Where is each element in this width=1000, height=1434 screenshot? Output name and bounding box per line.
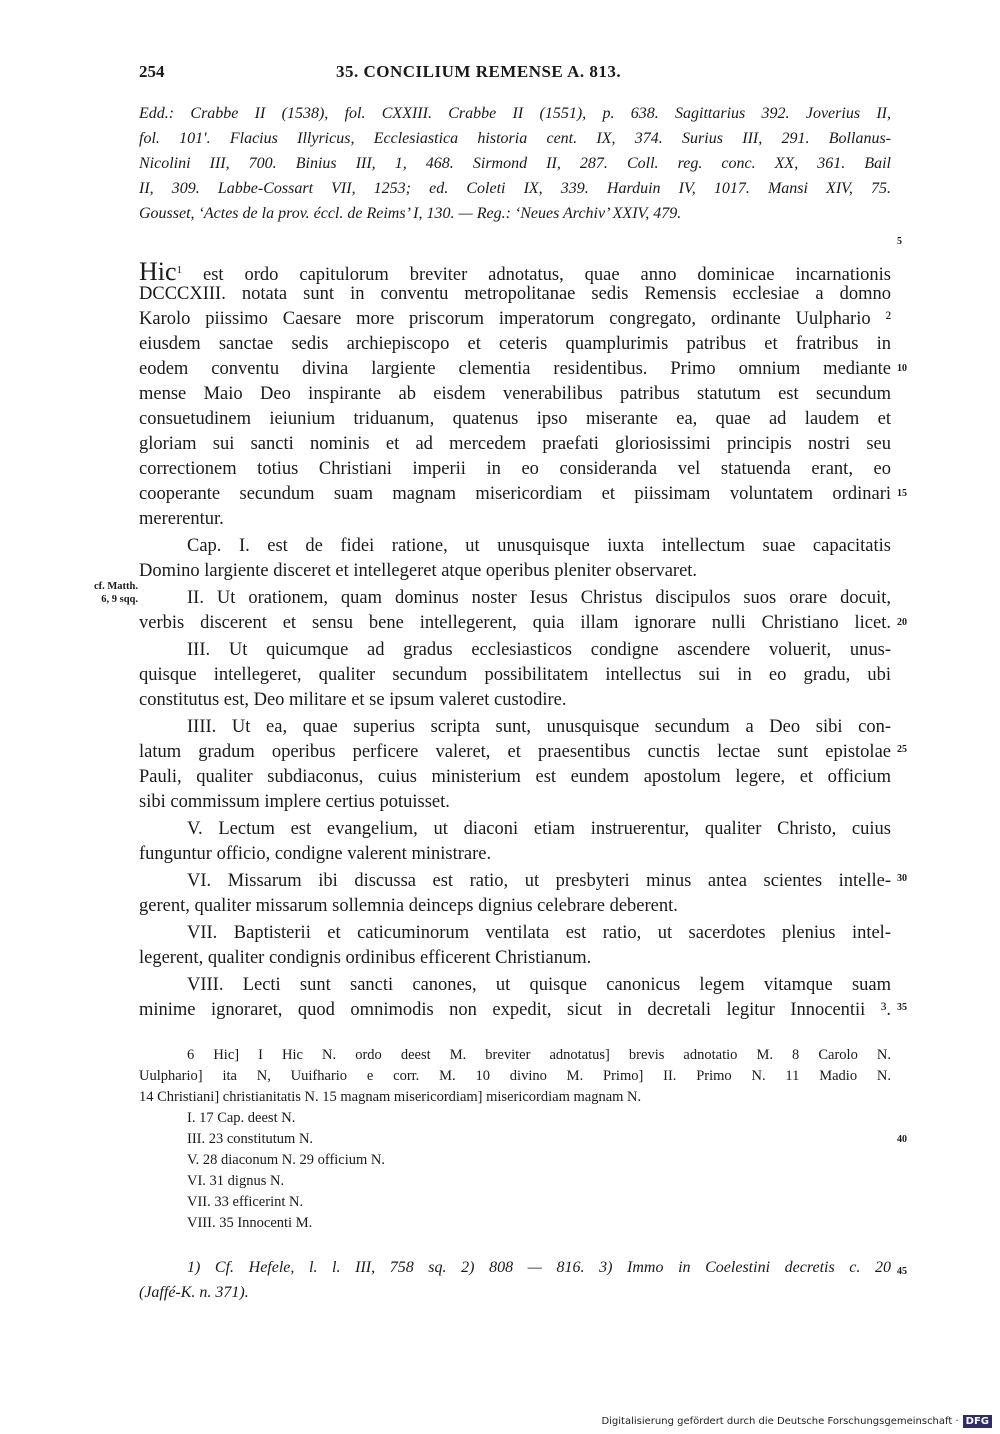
apparatus-line: VI. 31 dignus N. — [187, 1173, 285, 1189]
body-line: latum gradum operibus perficere valeret, et praesentibus cunctis lectae sunt epistolae — [139, 742, 891, 762]
apparatus-line: VIII. 35 Innocenti M. — [187, 1215, 313, 1231]
chapter-3: III. Ut quicumque ad gradus ecclesiasticos condigne ascendere voluerit, unus- — [187, 640, 891, 660]
line-number: 20 — [897, 617, 907, 628]
footnote-ref: 1 — [176, 264, 183, 276]
body-line: legerent, qualiter condignis ordinibus efficerent Christianum. — [139, 948, 592, 968]
line-number: 40 — [897, 1134, 907, 1145]
apparatus-line: 14 Christiani] christianitatis N. 15 magnam misericordiam] misericordiam magnam N. — [139, 1089, 642, 1105]
chapter-6: VI. Missarum ibi discussa est ratio, ut presbyteri minus antea scientes intelle- — [187, 871, 891, 891]
apparatus-line: V. 28 diaconum N. 29 officium N. — [187, 1152, 386, 1168]
body-line: Domino largiente disceret et intellegeret atque operibus pleniter observaret. — [139, 561, 698, 581]
editions-line: Gousset, ‘Actes de la prov. éccl. de Reims’ I, 130. — Reg.: ‘Neues Archiv’ XXIV, 479. — [139, 205, 682, 222]
editions-line: fol. 101'. Flacius Illyricus, Ecclesiastica historia cent. IX, 374. Surius III, 291. Bollanus- — [139, 130, 891, 147]
body-line: consuetudinem ieiunium triduanum, quatenus ipso miserante ea, quae ad laudem et — [139, 409, 891, 429]
body-line: gloriam sui sancti nominis et ad mercedem praefati gloriosissimi principis nostri seu — [139, 434, 891, 454]
body-line-text: est ordo capitulorum breviter adnotatus, quae anno dominicae incarnationis — [203, 265, 891, 286]
line-number: 5 — [897, 236, 902, 247]
line-number: 45 — [897, 1266, 907, 1277]
chapter-5: V. Lectum est evangelium, ut diaconi etiam instruerentur, qualiter Christo, cuius — [187, 819, 891, 839]
body-line: eodem conventu divina largiente clementia residentibus. Primo omnium mediante — [139, 359, 891, 379]
body-line: sibi commissum implere certius potuisset. — [139, 792, 450, 812]
margin-note — [60, 580, 138, 606]
body-line: funguntur officio, condigne valerent ministrare. — [139, 844, 492, 864]
page-number: 254 — [139, 62, 165, 81]
body-line: Karolo piissimo Caesare more priscorum imperatorum congregato, ordinante Uulphario ² — [139, 309, 891, 329]
chapter-1: Cap. I. est de fidei ratione, ut unusquisque iuxta intellectum suae capacitatis — [187, 536, 891, 556]
margin-note-line: 6, 9 sqq. — [101, 594, 138, 605]
body-line: Pauli, qualiter subdiaconus, cuius ministerium est eundem apostolum legere, et officium — [139, 767, 891, 787]
footnote-line: 1) Cf. Hefele, l. l. III, 758 sq. 2) 808 — 816. 3) Immo in Coelestini decretis c. 20 — [187, 1259, 891, 1276]
body-line: cooperante secundum suam magnam misericordiam et piissimam voluntatem ordinari — [139, 484, 891, 504]
line-number: 30 — [897, 873, 907, 884]
editions-line: II, 309. Labbe-Cossart VII, 1253; ed. Coleti IX, 339. Harduin IV, 1017. Mansi XIV, 75. — [139, 180, 891, 197]
body-line: quisque intellegeret, qualiter secundum possibilitatem intellectus sui in eo gradu, ubi — [139, 665, 891, 685]
running-title: 35. CONCILIUM REMENSE A. 813. — [336, 62, 622, 81]
body-line: gerent, qualiter missarum sollemnia deinceps dignius celebrare deberent. — [139, 896, 678, 916]
apparatus-line: I. 17 Cap. deest N. — [187, 1110, 296, 1126]
chapter-8: VIII. Lecti sunt sancti canones, ut quisque canonicus legem vitamque suam — [187, 975, 891, 995]
body-line: correctionem totius Christiani imperii in eo consideranda vel statuenda erant, eo — [139, 459, 891, 479]
apparatus-line: III. 23 constitutum N. — [187, 1131, 314, 1147]
line-number: 10 — [897, 363, 907, 374]
line-number: 15 — [897, 488, 907, 499]
body-line: mense Maio Deo inspirante ab eisdem venerabilibus patribus statutum est secundum — [139, 384, 891, 404]
body-line: DCCCXIII. notata sunt in conventu metropolitanae sedis Remensis ecclesiae a domno — [139, 284, 891, 304]
body-line: verbis discerent et sensu bene intellegerent, quia illam ignorare nulli Christiano licet. — [139, 613, 891, 633]
body-line: eiusdem sanctae sedis archiepiscopo et ceteris quamplurimis patribus et fratribus in — [139, 334, 891, 354]
credit-text: Digitalisierung gefördert durch die Deutsche Forschungsgemeinschaft · — [601, 1416, 959, 1427]
line-number: 25 — [897, 744, 907, 755]
digitization-credit — [601, 1415, 992, 1428]
body-line: minime ignoraret, quod omnimodis non expedit, sicut in decretali legitur Innocentii ³. — [139, 1000, 891, 1020]
apparatus-line: 6 Hic] I Hic N. ordo deest M. breviter adnotatus] brevis adnotatio M. 8 Carolo N. — [187, 1047, 891, 1063]
margin-note-line: cf. Matth. — [93, 581, 138, 592]
dfg-logo: DFG — [963, 1415, 992, 1428]
apparatus-line: Uulphario] ita N, Uuifhario e corr. M. 10 divino M. Primo] II. Primo N. 11 Madio N. — [139, 1068, 891, 1084]
drop-word: Hic — [139, 257, 177, 286]
footnote-line: (Jaffé-K. n. 371). — [139, 1284, 249, 1301]
body-line: constitutus est, Deo militare et se ipsum valeret custodire. — [139, 690, 567, 710]
editions-line: Edd.: Crabbe II (1538), fol. CXXIII. Crabbe II (1551), p. 638. Sagittarius 392. Joverius II, — [139, 105, 891, 122]
chapter-2: II. Ut orationem, quam dominus noster Iesus Christus discipulos suos orare docuit, — [187, 588, 891, 608]
body-line: mererentur. — [139, 509, 224, 529]
chapter-4: IIII. Ut ea, quae superius scripta sunt, unusquisque secundum a Deo sibi con- — [187, 717, 891, 737]
line-number: 35 — [897, 1002, 907, 1013]
chapter-7: VII. Baptisterii et caticuminorum ventilata est ratio, ut sacerdotes plenius intel- — [187, 923, 891, 943]
apparatus-line: VII. 33 efficerint N. — [187, 1194, 304, 1210]
editions-line: Nicolini III, 700. Binius III, 1, 468. Sirmond II, 287. Coll. reg. conc. XX, 361. Bail — [139, 155, 891, 172]
